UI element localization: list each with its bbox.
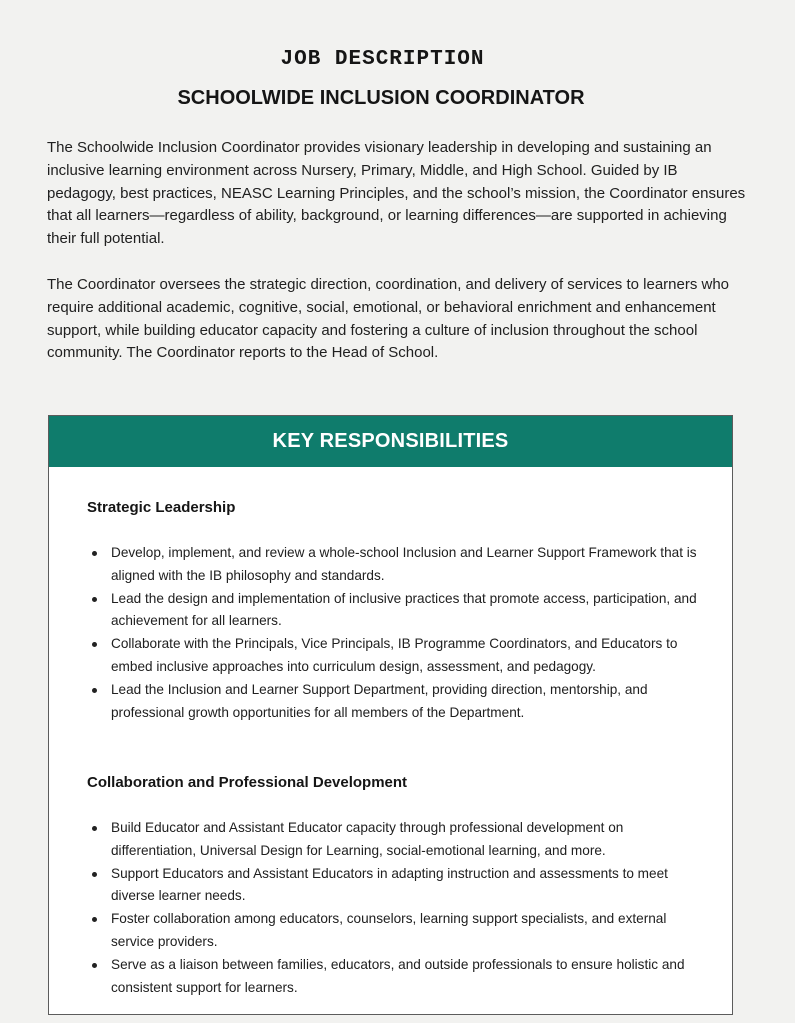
list-item <box>87 679 707 725</box>
list-item-text: Build Educator and Assistant Educator capacity through professional development on differentiation, Universal Design for Learning, social-emotional learning, and more. <box>111 820 624 858</box>
key-responsibilities-box <box>48 415 733 1015</box>
bullet-icon <box>92 642 97 647</box>
document-type-heading: JOB DESCRIPTION <box>280 48 485 71</box>
list-item-text: Support Educators and Assistant Educators in adapting instruction and assessments to meet diverse learner needs. <box>111 865 668 904</box>
list-item <box>87 588 707 634</box>
list-item-text: Foster collaboration among educators, counselors, learning support specialists, and external service providers. <box>111 911 667 949</box>
list-item <box>87 817 707 863</box>
collaboration-list <box>87 817 707 999</box>
list-item <box>87 908 707 954</box>
list-item <box>87 954 707 1000</box>
list-item <box>87 863 707 909</box>
list-item-text: Collaborate with the Principals, Vice Principals, IB Programme Coordinators, and Educators to embed inclusive approaches into curriculum design, assessment, and pedagogy. <box>111 636 678 674</box>
intro-paragraph-1: The Schoolwide Inclusion Coordinator provides visionary leadership in developing and sustaining an inclusive learning environment across Nursery, Primary, Middle, and High School. Guided by IB pedagogy, best practices, NEASC Learning Principles, and the school’s mission, the Coordinator ensures that all learners—regardless of ability, background, or learning differences—are supported in achieving their full potential. <box>47 139 746 248</box>
list-item <box>87 633 707 679</box>
list-item-text: Develop, implement, and review a whole-school Inclusion and Learner Support Framework that is aligned with the IB philosophy and standards. <box>111 545 697 583</box>
job-title-heading: SCHOOLWIDE INCLUSION COORDINATOR <box>177 87 585 109</box>
section-title-collaboration: Collaboration and Professional Development <box>87 774 408 791</box>
list-item-text: Lead the design and implementation of inclusive practices that promote access, participation, and achievement for all learners. <box>111 590 697 629</box>
list-item <box>87 542 707 588</box>
bullet-icon <box>92 826 97 831</box>
bullet-icon <box>92 688 97 693</box>
key-responsibilities-header: KEY RESPONSIBILITIES <box>49 416 732 467</box>
intro-paragraph-2: The Coordinator oversees the strategic direction, coordination, and delivery of services to learners who require additional academic, cognitive, social, emotional, or behavioral enrichment and enhancement support, while building educator capacity and fostering a culture of inclusion throughout the school community. The Coordinator reports to the Head of School. <box>47 276 730 362</box>
bullet-icon <box>92 872 97 877</box>
bullet-icon <box>92 551 97 556</box>
bullet-icon <box>92 917 97 922</box>
bullet-icon <box>92 963 97 968</box>
section-title-strategic-leadership: Strategic Leadership <box>87 499 236 516</box>
list-item-text: Lead the Inclusion and Learner Support Department, providing direction, mentorship, and professional growth opportunities for all members of the Department. <box>111 681 648 720</box>
bullet-icon <box>92 597 97 602</box>
strategic-leadership-list <box>87 542 707 724</box>
list-item-text: Serve as a liaison between families, educators, and outside professionals to ensure holistic and consistent support for learners. <box>111 956 685 995</box>
